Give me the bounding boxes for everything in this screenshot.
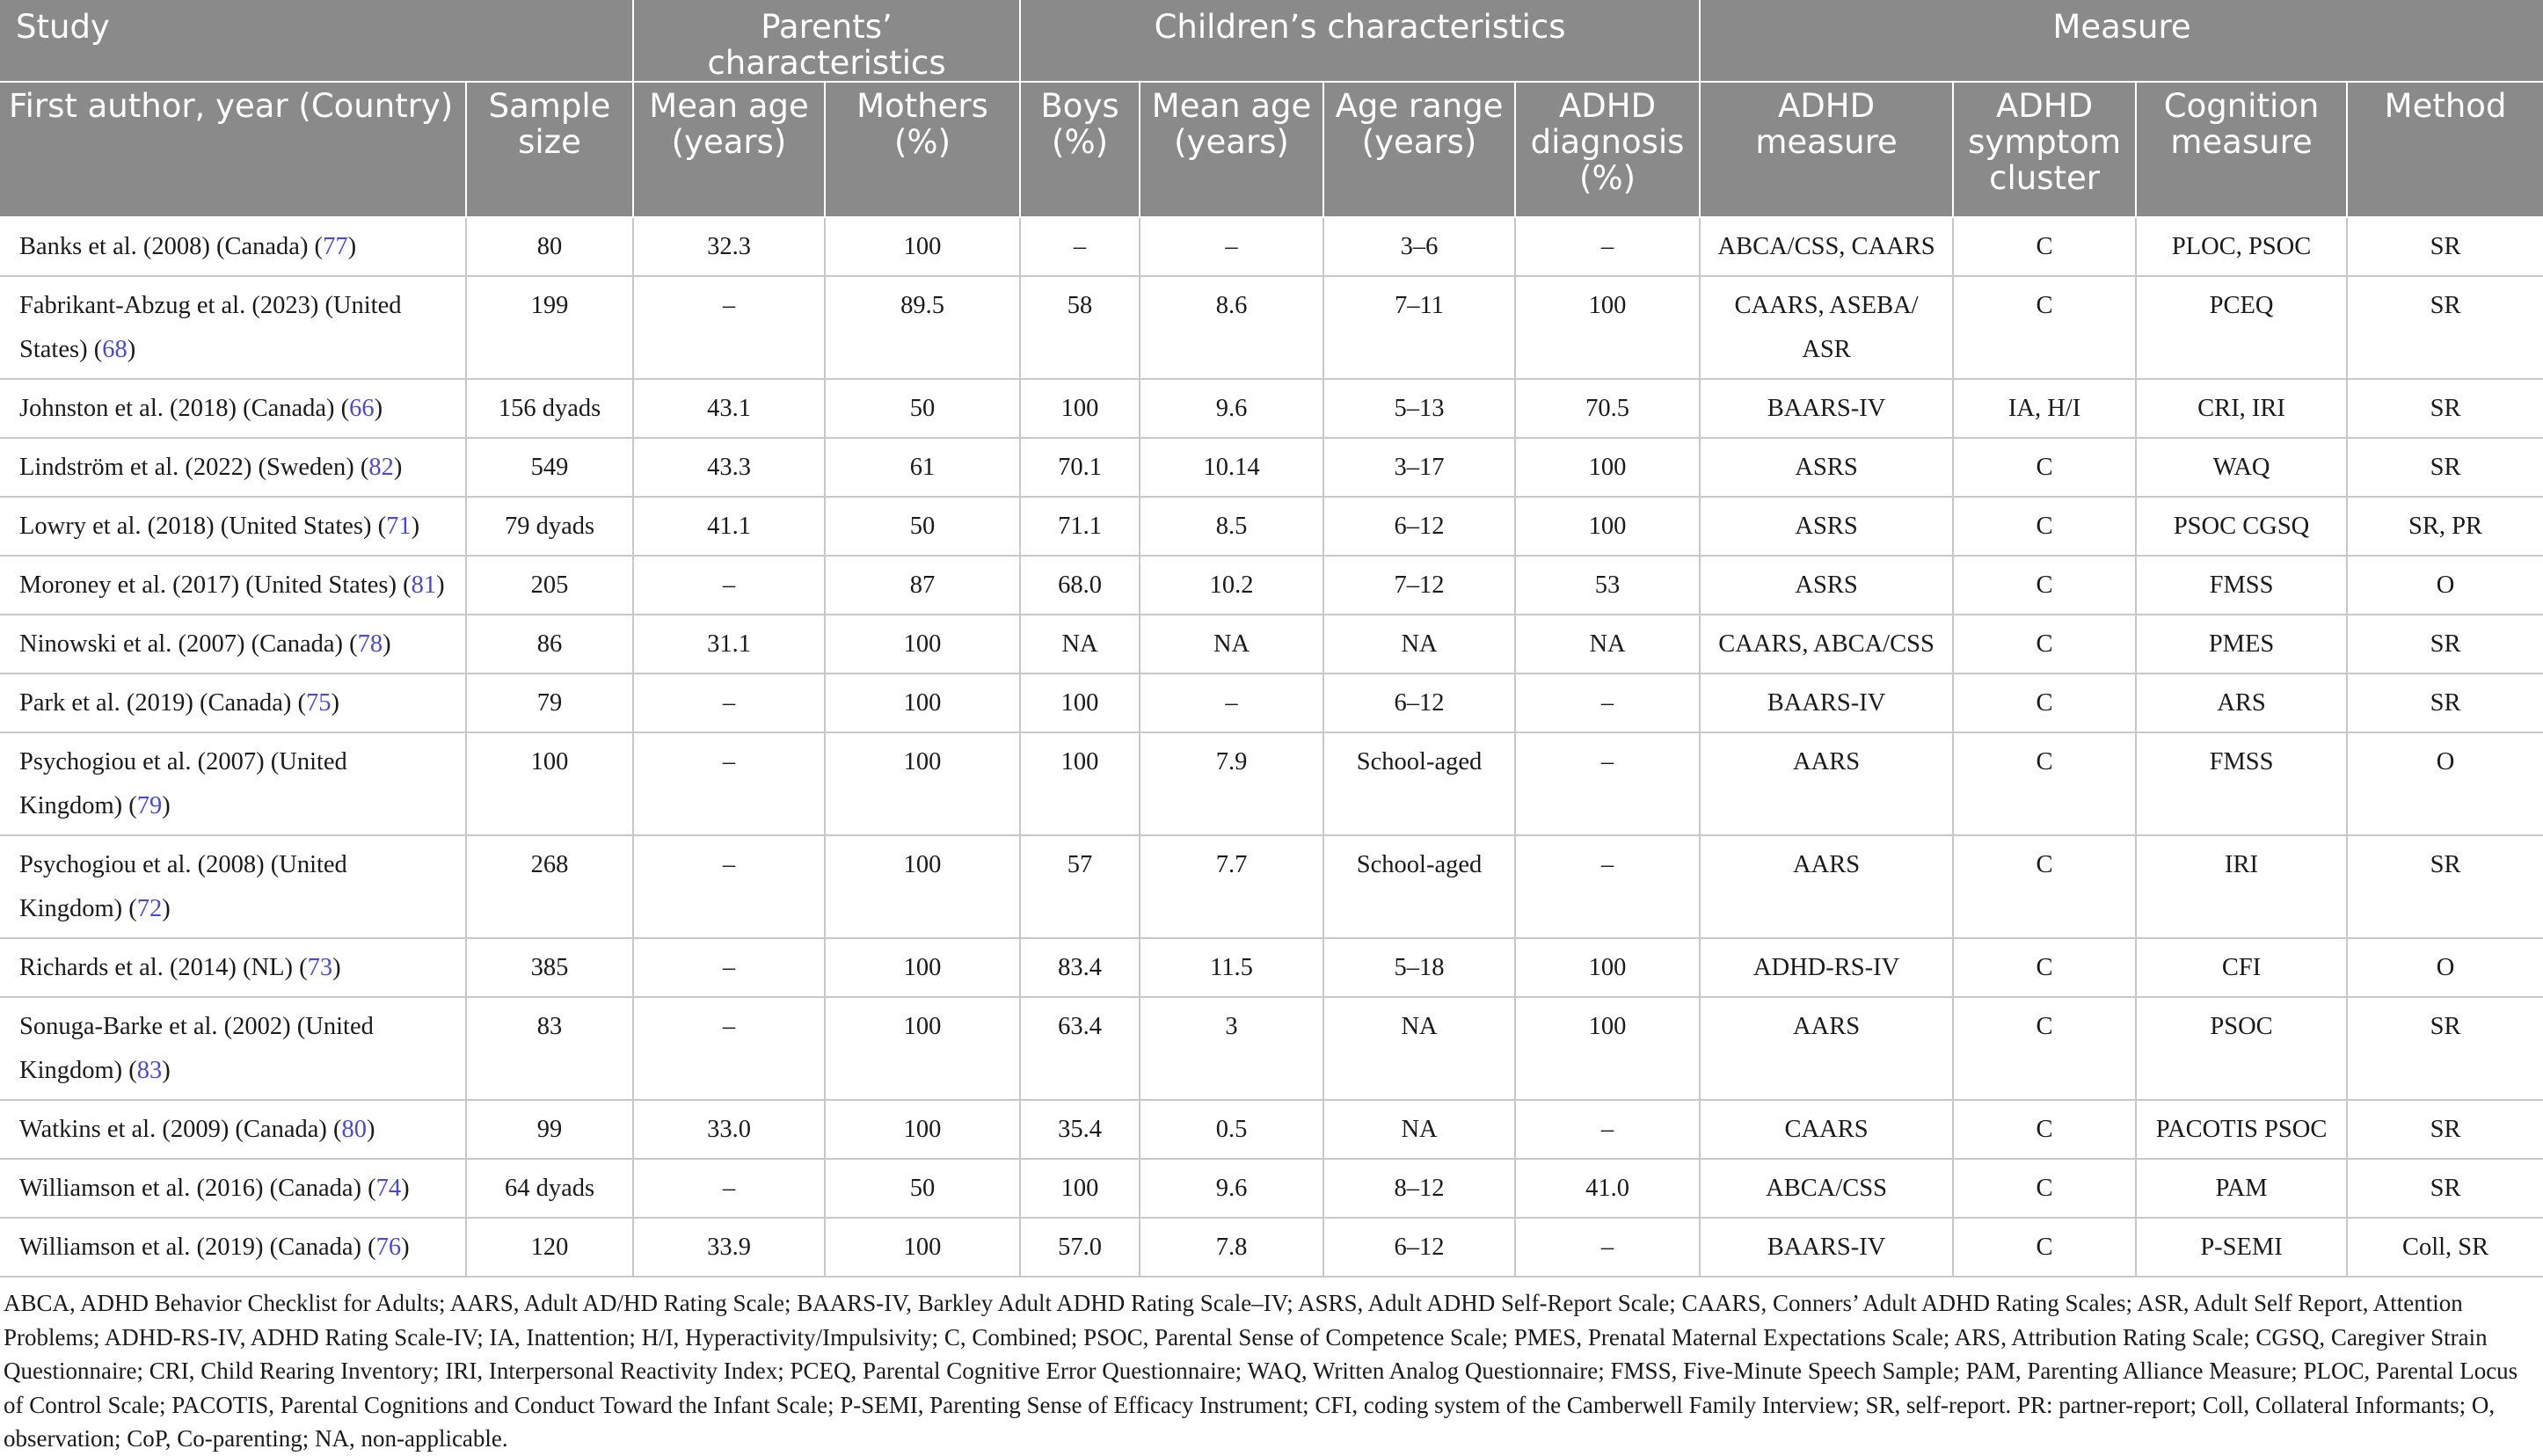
mothers-cell: 100 [825,615,1020,673]
study-author-text: Park et al. (2019) (Canada) ( [19,689,307,717]
sample-size-cell: 268 [466,835,633,938]
symptom-cluster-cell: C [1953,1218,2136,1277]
mothers-cell: 61 [825,438,1020,497]
cognition-measure-cell: CFI [2136,938,2347,997]
reference-link[interactable]: 81 [411,571,437,599]
boys-cell: 100 [1020,673,1140,732]
mothers-cell: 100 [825,217,1020,276]
method-cell: SR [2347,615,2543,673]
table-row [0,615,2543,673]
table-row [0,276,2543,379]
cognition-measure-cell: IRI [2136,835,2347,938]
mothers-cell: 100 [825,938,1020,997]
study-author-text: Fabrikant-Abzug et al. (2023) (United States) ( [19,292,402,363]
symptom-cluster-cell: C [1953,1100,2136,1159]
method-cell: SR [2347,1159,2543,1218]
reference-close-paren: ) [162,895,171,922]
adhd-diagnosis-cell: 100 [1515,938,1700,997]
boys-cell: 100 [1020,1159,1140,1218]
reference-close-paren: ) [383,630,391,658]
reference-link[interactable]: 68 [102,336,128,363]
study-cell [0,438,466,497]
child-age-cell: 9.6 [1140,1159,1323,1218]
reference-link[interactable]: 83 [136,1057,163,1084]
reference-link[interactable]: 80 [341,1116,367,1143]
reference-link[interactable]: 73 [307,954,333,981]
method-cell: SR [2347,835,2543,938]
reference-link[interactable]: 78 [357,630,383,658]
table-body [0,217,2543,1277]
group-header-children: Children’s characteristics [1020,0,1700,82]
reference-close-paren: ) [401,1234,410,1261]
adhd-measure-cell: ADHD-RS-IV [1700,938,1953,997]
child-age-cell: 7.8 [1140,1218,1323,1277]
study-cell [0,835,466,938]
table-row [0,379,2543,438]
study-cell [0,1100,466,1159]
group-header-row [0,0,2543,82]
cognition-measure-cell: PSOC CGSQ [2136,497,2347,556]
col-header-adhd-diagnosis: ADHD diagnosis (%) [1515,82,1700,217]
adhd-measure-cell: AARS [1700,732,1953,835]
study-cell [0,1159,466,1218]
parent-age-cell: 33.0 [633,1100,825,1159]
boys-cell: 58 [1020,276,1140,379]
cognition-measure-cell: PAM [2136,1159,2347,1218]
table-row [0,438,2543,497]
reference-close-paren: ) [367,1116,375,1143]
col-header-boys: Boys (%) [1020,82,1140,217]
mothers-cell: 100 [825,835,1020,938]
group-header-measure: Measure [1700,0,2543,82]
study-cell [0,497,466,556]
age-range-cell: NA [1323,1100,1515,1159]
study-author-text: Johnston et al. (2018) (Canada) ( [19,395,350,422]
age-range-cell: 3–17 [1323,438,1515,497]
mothers-cell: 100 [825,673,1020,732]
cognition-measure-cell: CRI, IRI [2136,379,2347,438]
adhd-diagnosis-cell: – [1515,835,1700,938]
table-row [0,673,2543,732]
child-age-cell: 9.6 [1140,379,1323,438]
cognition-measure-cell: PACOTIS PSOC [2136,1100,2347,1159]
method-cell: SR [2347,438,2543,497]
boys-cell: 57.0 [1020,1218,1140,1277]
adhd-diagnosis-cell: NA [1515,615,1700,673]
boys-cell: – [1020,217,1140,276]
parent-age-cell: 43.1 [633,379,825,438]
study-cell [0,615,466,673]
study-cell [0,997,466,1100]
child-age-cell: 0.5 [1140,1100,1323,1159]
study-author-text: Psychogiou et al. (2007) (United Kingdom) ( [19,748,347,819]
boys-cell: NA [1020,615,1140,673]
reference-close-paren: ) [331,689,340,717]
age-range-cell: NA [1323,997,1515,1100]
age-range-cell: 3–6 [1323,217,1515,276]
symptom-cluster-cell: C [1953,1159,2136,1218]
child-age-cell: – [1140,673,1323,732]
child-age-cell: 3 [1140,997,1323,1100]
cognition-measure-cell: PCEQ [2136,276,2347,379]
symptom-cluster-cell: C [1953,615,2136,673]
adhd-diagnosis-cell: 70.5 [1515,379,1700,438]
adhd-measure-cell: ASRS [1700,438,1953,497]
child-age-cell: – [1140,217,1323,276]
study-author-text: Lowry et al. (2018) (United States) ( [19,513,387,540]
study-cell [0,732,466,835]
boys-cell: 71.1 [1020,497,1140,556]
study-author-text: Richards et al. (2014) (NL) ( [19,954,308,981]
mothers-cell: 87 [825,556,1020,615]
symptom-cluster-cell: C [1953,217,2136,276]
adhd-diagnosis-cell: – [1515,1100,1700,1159]
reference-close-paren: ) [436,571,445,599]
study-cell [0,379,466,438]
reference-close-paren: ) [162,792,171,819]
child-age-cell: 10.2 [1140,556,1323,615]
boys-cell: 63.4 [1020,997,1140,1100]
reference-link[interactable]: 82 [368,454,394,481]
table-row [0,997,2543,1100]
age-range-cell: 8–12 [1323,1159,1515,1218]
col-header-adhd-measure: ADHD measure [1700,82,1953,217]
table-footnote: ABCA, ADHD Behavior Checklist for Adults; AARS, Adult AD/HD Rating Scale; BAARS-IV, Barkley Adult ADHD Rating Scale–IV; ASRS, Adult ADHD Self-Report Scale; CAARS, Conners’ Adult ADHD Rating Scales; ASR, Adult Self Report, Attention Problems; ADHD-RS-IV, ADHD Rating Scale-IV; IA, Inattention; H/I, Hyperactivity/Impulsivity; C, Combined; PSOC, Parental Sense of Competence Scale; PMES, Prenatal Maternal Expectations Scale; ARS, Attribution Rating Scale; CGSQ, Caregiver Strain Questionnaire; CRI, Child Rearing Inventory; IRI, Interpersonal Reactivity Index; PCEQ, Parental Cognitive Error Questionnaire; WAQ, Written Analog Questionnaire; FMSS, Five-Minute Speech Sample; PAM, Parenting Alliance Measure; PLOC, Parental Locus of Control Scale; PACOTIS, Parental Cognitions and Conduct Toward the Infant Scale; P-SEMI, Parenting Sense of Efficacy Instrument; CFI, coding system of the Camberwell Family Interview; SR, self-report. PR: partner-report; Coll, Collateral Informants; O, observation; CoP, Co-parenting; NA, non-applicable. [4,1290,2518,1452]
parent-age-cell: 32.3 [633,217,825,276]
reference-link[interactable]: 66 [349,395,375,422]
adhd-diagnosis-cell: – [1515,673,1700,732]
col-header-mothers: Mothers (%) [825,82,1020,217]
method-cell: SR [2347,217,2543,276]
table-row [0,835,2543,938]
study-author-text: Sonuga-Barke et al. (2002) (United Kingdom) ( [19,1013,374,1084]
col-header-sample-size: Sample size [466,82,633,217]
boys-cell: 57 [1020,835,1140,938]
boys-cell: 100 [1020,379,1140,438]
parent-age-cell: – [633,673,825,732]
adhd-measure-cell: AARS [1700,997,1953,1100]
table-row [0,732,2543,835]
mothers-cell: 100 [825,1100,1020,1159]
child-age-cell: NA [1140,615,1323,673]
reference-link[interactable]: 74 [375,1175,402,1202]
study-cell [0,938,466,997]
method-cell: O [2347,556,2543,615]
mothers-cell: 89.5 [825,276,1020,379]
symptom-cluster-cell: C [1953,556,2136,615]
adhd-measure-cell: BAARS-IV [1700,379,1953,438]
cognition-measure-cell: PSOC [2136,997,2347,1100]
adhd-measure-cell: BAARS-IV [1700,1218,1953,1277]
adhd-measure-cell: ASRS [1700,497,1953,556]
parent-age-cell: – [633,732,825,835]
reference-close-paren: ) [127,336,136,363]
reference-link[interactable]: 72 [136,895,163,922]
cognition-measure-cell: PLOC, PSOC [2136,217,2347,276]
method-cell: Coll, SR [2347,1218,2543,1277]
sample-size-cell: 79 [466,673,633,732]
study-author-text: Psychogiou et al. (2008) (United Kingdom) ( [19,851,347,922]
method-cell: SR, PR [2347,497,2543,556]
study-author-text: Moroney et al. (2017) (United States) ( [19,571,412,599]
table-row [0,497,2543,556]
parent-age-cell: 41.1 [633,497,825,556]
reference-close-paren: ) [162,1057,171,1084]
column-header-row [0,82,2543,217]
study-author-text: Banks et al. (2008) (Canada) ( [19,233,324,260]
child-age-cell: 8.6 [1140,276,1323,379]
sample-size-cell: 385 [466,938,633,997]
parent-age-cell: 43.3 [633,438,825,497]
symptom-cluster-cell: C [1953,276,2136,379]
mothers-cell: 50 [825,1159,1020,1218]
age-range-cell: 7–12 [1323,556,1515,615]
method-cell: SR [2347,379,2543,438]
sample-size-cell: 199 [466,276,633,379]
adhd-diagnosis-cell: 100 [1515,276,1700,379]
age-range-cell: 6–12 [1323,673,1515,732]
age-range-cell: School-aged [1323,835,1515,938]
col-header-symptom-cluster: ADHD symptom cluster [1953,82,2136,217]
study-cell [0,217,466,276]
symptom-cluster-cell: IA, H/I [1953,379,2136,438]
symptom-cluster-cell: C [1953,438,2136,497]
reference-link[interactable]: 77 [323,233,348,260]
parent-age-cell: 31.1 [633,615,825,673]
adhd-measure-cell: ABCA/CSS, CAARS [1700,217,1953,276]
reference-close-paren: ) [374,395,383,422]
method-cell: SR [2347,1100,2543,1159]
age-range-cell: 6–12 [1323,497,1515,556]
group-header-study: Study [0,0,633,82]
adhd-diagnosis-cell: 100 [1515,997,1700,1100]
reference-link[interactable]: 76 [375,1234,402,1261]
reference-link[interactable]: 75 [306,689,332,717]
table-header [0,0,2543,217]
study-cell [0,673,466,732]
age-range-cell: School-aged [1323,732,1515,835]
child-age-cell: 7.9 [1140,732,1323,835]
cognition-measure-cell: FMSS [2136,556,2347,615]
reference-close-paren: ) [411,513,420,540]
boys-cell: 68.0 [1020,556,1140,615]
cognition-measure-cell: FMSS [2136,732,2347,835]
cognition-measure-cell: PMES [2136,615,2347,673]
age-range-cell: 5–13 [1323,379,1515,438]
adhd-measure-cell: CAARS, ASEBA/ ASR [1700,276,1953,379]
method-cell: SR [2347,997,2543,1100]
method-cell: SR [2347,276,2543,379]
child-age-cell: 8.5 [1140,497,1323,556]
reference-close-paren: ) [347,233,357,260]
sample-size-cell: 120 [466,1218,633,1277]
adhd-measure-cell: CAARS, ABCA/CSS [1700,615,1953,673]
mothers-cell: 100 [825,732,1020,835]
study-author-text: Williamson et al. (2019) (Canada) ( [19,1234,376,1261]
age-range-cell: 7–11 [1323,276,1515,379]
adhd-diagnosis-cell: 41.0 [1515,1159,1700,1218]
reference-close-paren: ) [332,954,341,981]
study-cell [0,276,466,379]
col-header-author: First author, year (Country) [0,82,466,217]
symptom-cluster-cell: C [1953,673,2136,732]
mothers-cell: 100 [825,997,1020,1100]
reference-link[interactable]: 71 [386,513,412,540]
sample-size-cell: 156 dyads [466,379,633,438]
adhd-diagnosis-cell: 53 [1515,556,1700,615]
symptom-cluster-cell: C [1953,997,2136,1100]
age-range-cell: 5–18 [1323,938,1515,997]
study-author-text: Watkins et al. (2009) (Canada) ( [19,1116,342,1143]
method-cell: O [2347,732,2543,835]
cognition-measure-cell: ARS [2136,673,2347,732]
boys-cell: 83.4 [1020,938,1140,997]
age-range-cell: 6–12 [1323,1218,1515,1277]
table-row [0,217,2543,276]
sample-size-cell: 83 [466,997,633,1100]
adhd-diagnosis-cell: – [1515,1218,1700,1277]
sample-size-cell: 80 [466,217,633,276]
col-header-parent-mean-age: Mean age (years) [633,82,825,217]
group-header-parents: Parents’ characteristics [633,0,1020,82]
adhd-diagnosis-cell: 100 [1515,438,1700,497]
study-author-text: Ninowski et al. (2007) (Canada) ( [19,630,358,658]
sample-size-cell: 99 [466,1100,633,1159]
symptom-cluster-cell: C [1953,938,2136,997]
symptom-cluster-cell: C [1953,732,2136,835]
table-row [0,938,2543,997]
parent-age-cell: – [633,997,825,1100]
sample-size-cell: 86 [466,615,633,673]
boys-cell: 100 [1020,732,1140,835]
reference-close-paren: ) [393,454,403,481]
sample-size-cell: 549 [466,438,633,497]
parent-age-cell: – [633,1159,825,1218]
method-cell: O [2347,938,2543,997]
table-row [0,556,2543,615]
adhd-measure-cell: BAARS-IV [1700,673,1953,732]
table-row [0,1159,2543,1218]
adhd-diagnosis-cell: 100 [1515,497,1700,556]
parent-age-cell: – [633,276,825,379]
mothers-cell: 50 [825,379,1020,438]
col-header-method: Method [2347,82,2543,217]
method-cell: SR [2347,673,2543,732]
adhd-measure-cell: AARS [1700,835,1953,938]
mothers-cell: 50 [825,497,1020,556]
adhd-measure-cell: ASRS [1700,556,1953,615]
sample-size-cell: 64 dyads [466,1159,633,1218]
parent-age-cell: 33.9 [633,1218,825,1277]
table-row [0,1100,2543,1159]
parent-age-cell: – [633,835,825,938]
study-cell [0,556,466,615]
sample-size-cell: 79 dyads [466,497,633,556]
adhd-measure-cell: ABCA/CSS [1700,1159,1953,1218]
child-age-cell: 7.7 [1140,835,1323,938]
study-author-text: Williamson et al. (2016) (Canada) ( [19,1175,376,1202]
child-age-cell: 10.14 [1140,438,1323,497]
boys-cell: 35.4 [1020,1100,1140,1159]
study-author-text: Lindström et al. (2022) (Sweden) ( [19,454,369,481]
cognition-measure-cell: WAQ [2136,438,2347,497]
child-age-cell: 11.5 [1140,938,1323,997]
parent-age-cell: – [633,938,825,997]
adhd-diagnosis-cell: – [1515,732,1700,835]
table-row [0,1218,2543,1277]
col-header-age-range: Age range (years) [1323,82,1515,217]
age-range-cell: NA [1323,615,1515,673]
symptom-cluster-cell: C [1953,835,2136,938]
reference-link[interactable]: 79 [136,792,163,819]
col-header-cognition-measure: Cognition measure [2136,82,2347,217]
symptom-cluster-cell: C [1953,497,2136,556]
sample-size-cell: 100 [466,732,633,835]
sample-size-cell: 205 [466,556,633,615]
col-header-child-mean-age: Mean age (years) [1140,82,1323,217]
boys-cell: 70.1 [1020,438,1140,497]
study-cell [0,1218,466,1277]
reference-close-paren: ) [401,1175,410,1202]
mothers-cell: 100 [825,1218,1020,1277]
cognition-measure-cell: P-SEMI [2136,1218,2347,1277]
adhd-measure-cell: CAARS [1700,1100,1953,1159]
adhd-diagnosis-cell: – [1515,217,1700,276]
parent-age-cell: – [633,556,825,615]
